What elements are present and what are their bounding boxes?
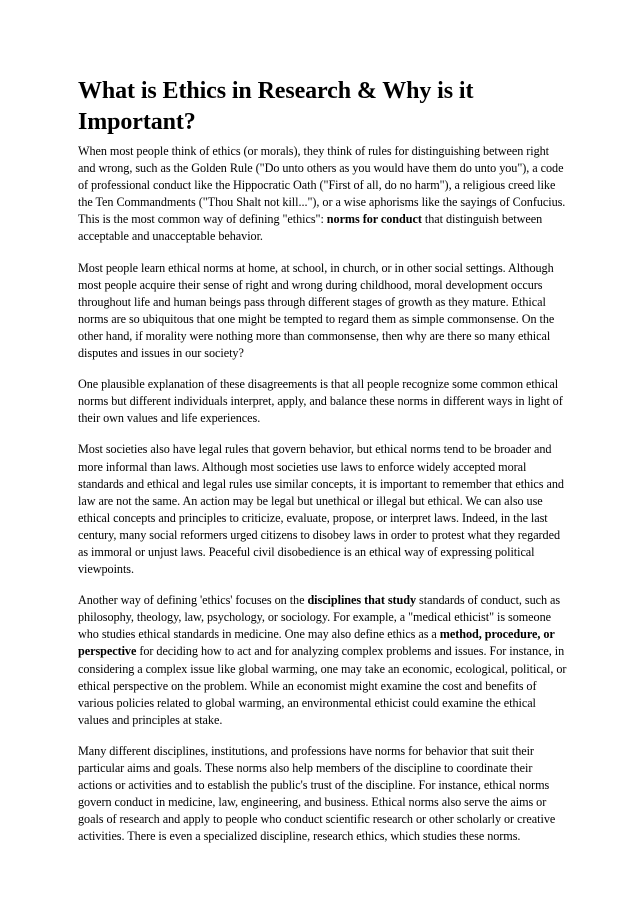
document-page [78,76,568,859]
text-run: Another way of defining 'ethics' focuses on the [78,593,308,608]
paragraph-1 [78,143,568,246]
text-run: Most societies also have legal rules that govern behavior, but ethical norms tend to be broader and more informal than laws. Although most societies use laws to enforce widely accepted moral standards and ethical and legal rules use similar concepts, it is important to remember that ethics and law are not the same. An action may be legal but unethical or illegal but ethical. We can also use ethical concepts and principles to criticize, evaluate, propose, or interpret laws. Indeed, in the last century, many social reformers urged citizens to disobey laws in order to protest what they regarded as immoral or unjust laws. Peaceful civil disobedience is an ethical way of expressing political viewpoints. [78,442,564,577]
bold-term: method, procedure, or perspective [78,627,555,659]
document-body [78,143,568,845]
text-run: that distinguish between acceptable and unacceptable behavior. [78,212,543,244]
bold-term: disciplines that study [307,593,417,608]
paragraph-2 [78,260,568,363]
text-run: When most people think of ethics (or morals), they think of rules for distinguishing between right and wrong, such as the Golden Rule ("Do unto others as you would have them do unto you"), a code of professional conduct like the Hippocratic Oath ("First of all, do no harm"), a religious creed like the Ten Commandments ("Thou Shalt not kill..."), or a wise aphorisms like the sayings of Confucius. This is the most common way of defining "ethics": [78,144,566,227]
text-run: for deciding how to act and for analyzing complex problems and issues. For instance, in considering a complex issue like global warming, one may take an economic, ecological, political, or ethical perspective on the problem. While an economist might examine the cost and benefits of various policies related to global warming, an environmental ethicist could examine the ethical values and principles at stake. [78,644,567,727]
text-run: Most people learn ethical norms at home, at school, in church, or in other social settings. Although most people acquire their sense of right and wrong during childhood, moral development occurs throughout life and human beings pass through different stages of growth as they mature. Ethical norms are so ubiquitous that one might be tempted to regard them as simple commonsense. On the other hand, if morality were nothing more than commonsense, then why are there so many ethical disputes and issues in our society? [78,260,555,361]
text-run: standards of conduct, such as philosophy, theology, law, psychology, or sociology. For example, a "medical ethicist" is someone who studies ethical standards in medicine. One may also define ethics as a [78,593,561,642]
paragraph-3 [78,376,568,427]
paragraph-4 [78,441,568,578]
bold-term: norms for conduct [326,212,422,227]
paragraph-5 [78,592,568,729]
document-title: What is Ethics in Research & Why is it Important? [78,78,474,135]
text-run: Many different disciplines, institutions, and professions have norms for behavior that suit their particular aims and goals. These norms also help members of the discipline to coordinate their actions or activities and to establish the public's trust of the discipline. For instance, ethical norms govern conduct in medicine, law, engineering, and business. Ethical norms also serve the aims or goals of research and apply to people who conduct scientific research or other scholarly or creative activities. There is even a specialized discipline, research ethics, which studies these norms. [78,743,556,844]
text-run: One plausible explanation of these disagreements is that all people recognize some common ethical norms but different individuals interpret, apply, and balance these norms in different ways in light of their own values and life experiences. [78,377,563,426]
paragraph-6 [78,743,568,846]
